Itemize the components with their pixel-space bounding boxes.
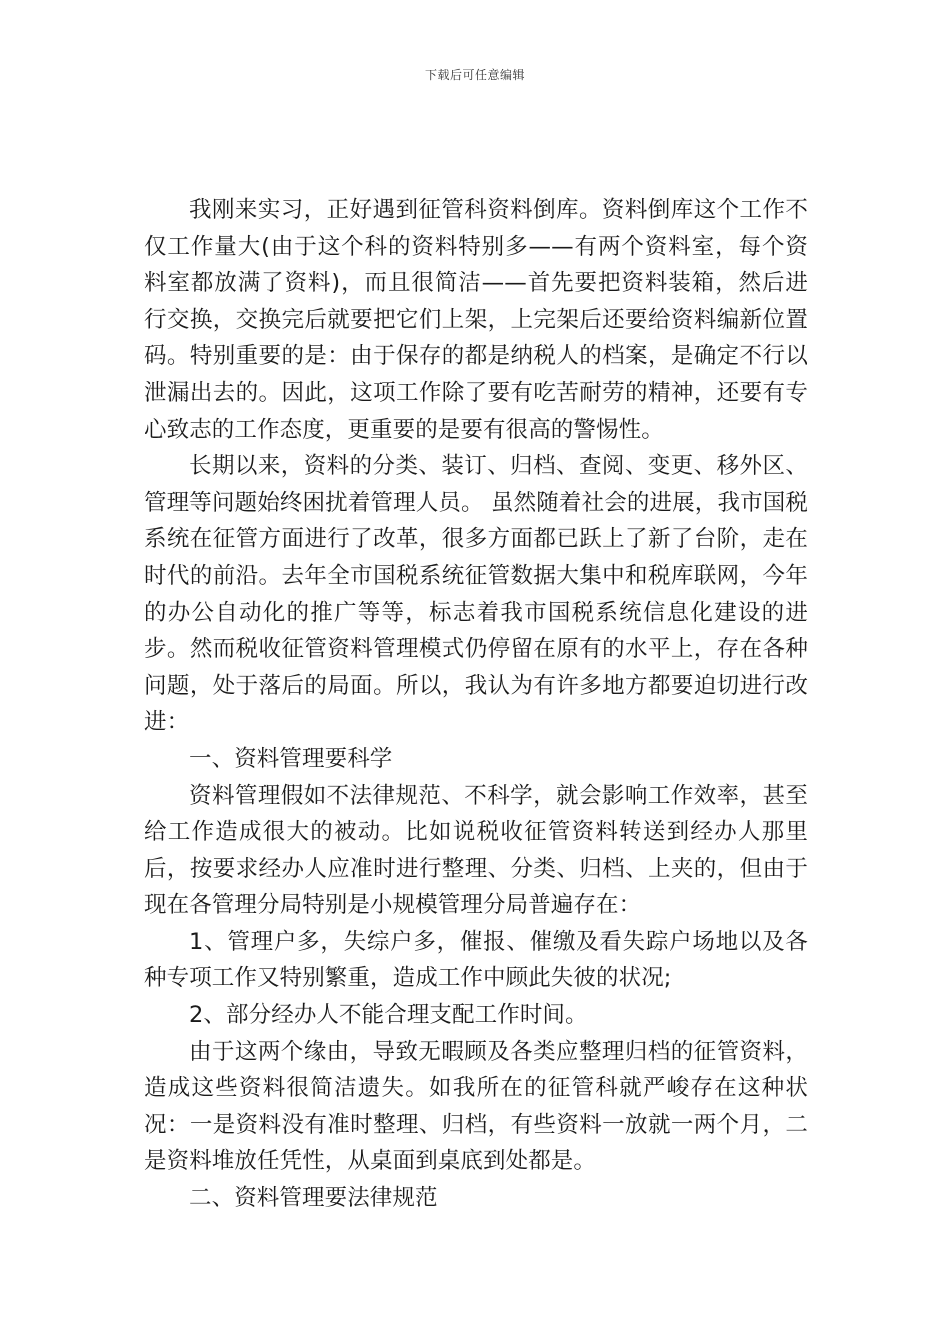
paragraph-internship: 我刚来实习，正好遇到征管科资料倒库。资料倒库这个工作不仅工作量大(由于这个科的资料特别多——有两个资料室，每个资料室都放满了资料)，而且很简洁——首先要把资料装箱，然后进行交换，交换完后就要把它们上架，上完架后还要给资料编新位置码。特别重要的是：由于保存的都是纳税人的档案，是确定不行以泄漏出去的。因此，这项工作除了要有吃苦耐劳的精神，还要有专心致志的工作态度，更重要的是要有很高的警惕性。 [144,197,808,443]
paragraph-section-1: 资料管理假如不法律规范、不科学，就会影响工作效率，甚至给工作造成很大的被动。比如说税收征管资料转送到经办人那里后，按要求经办人应准时进行整理、分类、归档、上夹的，但由于现在各管理分局特别是小规模管理分局普遍存在： [144,782,808,919]
paragraph-background: 长期以来，资料的分类、装订、归档、查阅、变更、移外区、管理等问题始终困扰着管理人员。 虽然随着社会的进展，我市国税系统在征管方面进行了改革，很多方面都已跃上了新了台阶，走在时代的前沿。去年全市国税系统征管数据大集中和税库联网，今年的办公自动化的推广等等，标志着我市国税系统信息化建设的进步。然而税收征管资料管理模式仍停留在原有的水平上，存在各种问题，处于落后的局面。所以，我认为有许多地方都要迫切进行改进： [144,453,808,736]
section-heading-1: 一、资料管理要科学 [189,745,393,772]
paragraph-consequence: 由于这两个缘由，导致无暇顾及各类应整理归档的征管资料，造成这些资料很简洁遗失。如我所在的征管科就严峻存在这种状况：一是资料没有准时整理、归档，有些资料一放就一两个月，二是资料堆放任凭性，从桌面到桌底到处都是。 [144,1038,808,1175]
section-heading-2: 二、资料管理要法律规范 [189,1185,438,1212]
document-body [144,192,808,1217]
list-item-1: 1、管理户多，失综户多，催报、催缴及看失踪户场地以及各种专项工作又特别繁重，造成工作中顾此失彼的状况; [144,928,808,992]
page-header: 下载后可任意编辑 [424,68,525,82]
list-item-2: 2、部分经办人不能合理支配工作时间。 [189,1002,588,1029]
